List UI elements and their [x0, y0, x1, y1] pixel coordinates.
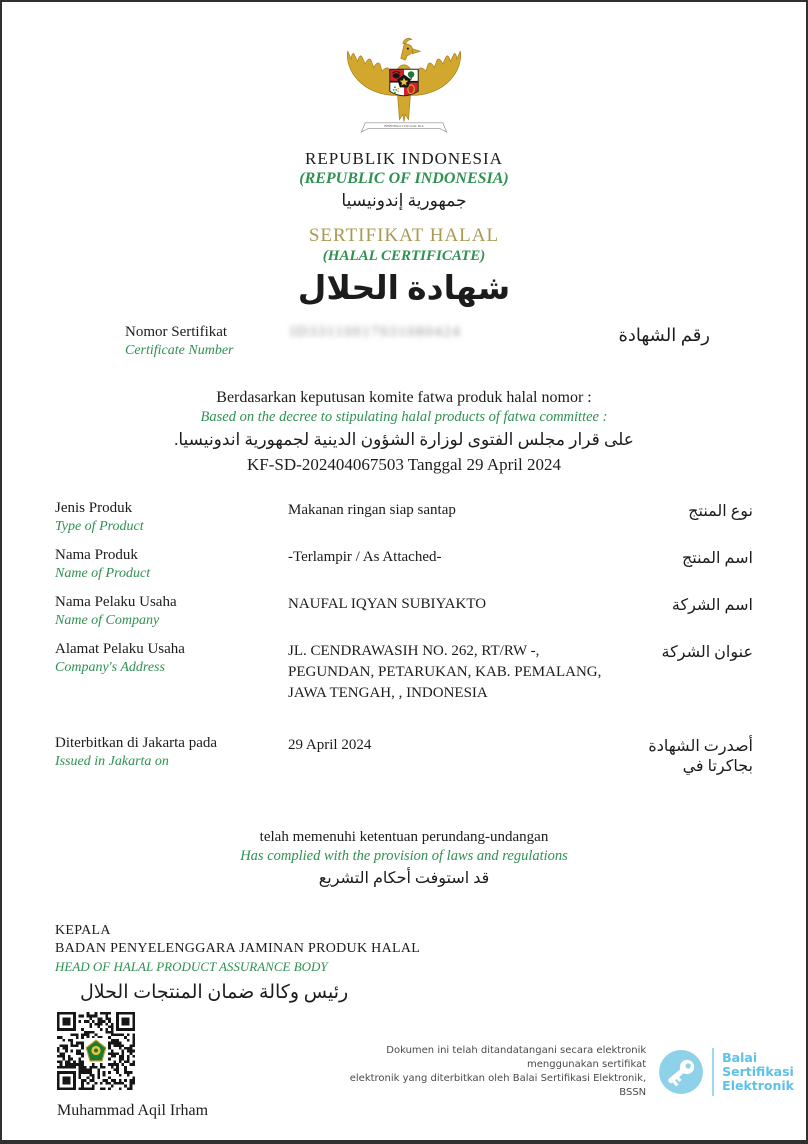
field-value: Makanan ringan siap santap	[288, 501, 456, 518]
decree-line-id: Berdasarkan keputusan komite fatwa produk halal nomor :	[216, 388, 592, 406]
certificate-fields	[2, 499, 806, 776]
certificate-title-id: SERTIFIKAT HALAL	[308, 225, 500, 246]
decree-block	[2, 388, 806, 475]
cert-number-value: ID33110017031080424	[290, 323, 462, 340]
field-label-id: Alamat Pelaku Usaha	[55, 640, 185, 657]
country-title-id: REPUBLIK INDONESIA	[305, 149, 503, 168]
field-label-id: Nama Pelaku Usaha	[55, 593, 177, 610]
certificate-title-ar: شهادة الحلال	[297, 271, 511, 307]
field-label-id: Nama Produk	[55, 546, 138, 563]
field-label-id: Jenis Produk	[55, 499, 133, 516]
bse-logo-text-line3: Elektronik	[722, 1078, 794, 1093]
bse-logo-text-line2: Sertifikasi	[722, 1064, 794, 1079]
field-label-en: Name of Product	[55, 565, 151, 581]
field-label-en: Issued in Jakarta on	[55, 753, 169, 769]
field-value: -Terlampir / As Attached-	[288, 548, 442, 565]
certificate-title-en: (HALAL CERTIFICATE)	[322, 248, 486, 264]
field-label-en: Type of Product	[55, 518, 144, 534]
signatory-title-line1: KEPALA	[55, 922, 111, 938]
field-label-id: Diterbitkan di Jakarta pada	[55, 734, 218, 751]
disclaimer-line2: elektronik yang diterbitkan oleh Balai Sertifikasi Elektronik, BSSN	[349, 1073, 647, 1098]
cert-number-label-id: Nomor Sertifikat	[125, 323, 228, 340]
compliance-statement	[2, 828, 806, 888]
field-row-issued-date	[55, 734, 753, 776]
bse-logo-divider	[712, 1048, 714, 1096]
field-label-ar: نوع المنتج	[688, 502, 753, 520]
field-label-ar: عنوان الشركة	[661, 643, 753, 661]
compliance-line-ar: قد استوفت أحكام التشريع	[318, 869, 490, 887]
emblem-motto-text: BHINNEKA TUNGGAL IKA	[384, 124, 424, 129]
field-row-company-address	[55, 640, 753, 704]
field-label-en: Name of Company	[55, 612, 160, 628]
compliance-line-en: Has complied with the provision of laws and regulations	[240, 847, 568, 864]
field-row-product-name	[55, 546, 753, 583]
decree-number: KF-SD-202404067503 Tanggal 29 April 2024	[247, 454, 561, 474]
disclaimer-line1: Dokumen ini telah ditandatangani secara elektronik menggunakan sertifikat	[386, 1045, 647, 1070]
signatory-name: Muhammad Aqil Irham	[57, 1101, 209, 1119]
decree-line-ar: على قرار مجلس الفتوى لوزارة الشؤون الدينية لجمهورية اندونيسيا.	[174, 429, 634, 449]
certificate-number-row	[125, 323, 710, 360]
signatory-title-en: HEAD OF HALAL PRODUCT ASSURANCE BODY	[55, 958, 328, 974]
cert-number-label-ar: رقم الشهادة	[618, 324, 710, 345]
compliance-line-id: telah memenuhi ketentuan perundang-undangan	[259, 828, 549, 845]
signatory-block	[55, 922, 806, 1004]
bse-logo	[658, 1048, 794, 1096]
kemenag-logo-icon	[84, 1038, 108, 1063]
field-label-ar: أصدرت الشهادة بجاكرتا في	[648, 737, 753, 775]
decree-line-en: Based on the decree to stipulating halal products of fatwa committee :	[200, 408, 608, 425]
footer-signature-note	[336, 1044, 794, 1100]
qr-code	[57, 1012, 135, 1090]
bse-logo-text-line1: Balai	[722, 1050, 758, 1065]
country-title-ar: جمهورية إندونيسيا	[341, 191, 467, 210]
field-label-ar: اسم المنتج	[681, 549, 753, 567]
field-value: JL. CENDRAWASIH NO. 262, RT/RW -, PEGUNDAN, PETARUKAN, KAB. PEMALANG, JAWA TENGAH, , INDONESIA	[288, 642, 602, 701]
country-title-en: (REPUBLIC OF INDONESIA)	[299, 170, 509, 187]
cert-number-label-en: Certificate Number	[125, 342, 234, 358]
field-label-ar: اسم الشركة	[671, 596, 753, 614]
garuda-pancasila-emblem	[333, 33, 475, 143]
signatory-title-ar: رئيس وكالة ضمان المنتجات الحلال	[80, 981, 349, 1003]
field-value: NAUFAL IQYAN SUBIYAKTO	[288, 595, 487, 612]
field-row-company-name	[55, 593, 753, 630]
field-value: 29 April 2024	[288, 736, 372, 753]
bse-key-icon	[658, 1049, 704, 1095]
field-label-en: Company's Address	[55, 659, 165, 675]
field-row-product-type	[55, 499, 753, 536]
signatory-title-line2: BADAN PENYELENGGARA JAMINAN PRODUK HALAL	[55, 940, 421, 956]
